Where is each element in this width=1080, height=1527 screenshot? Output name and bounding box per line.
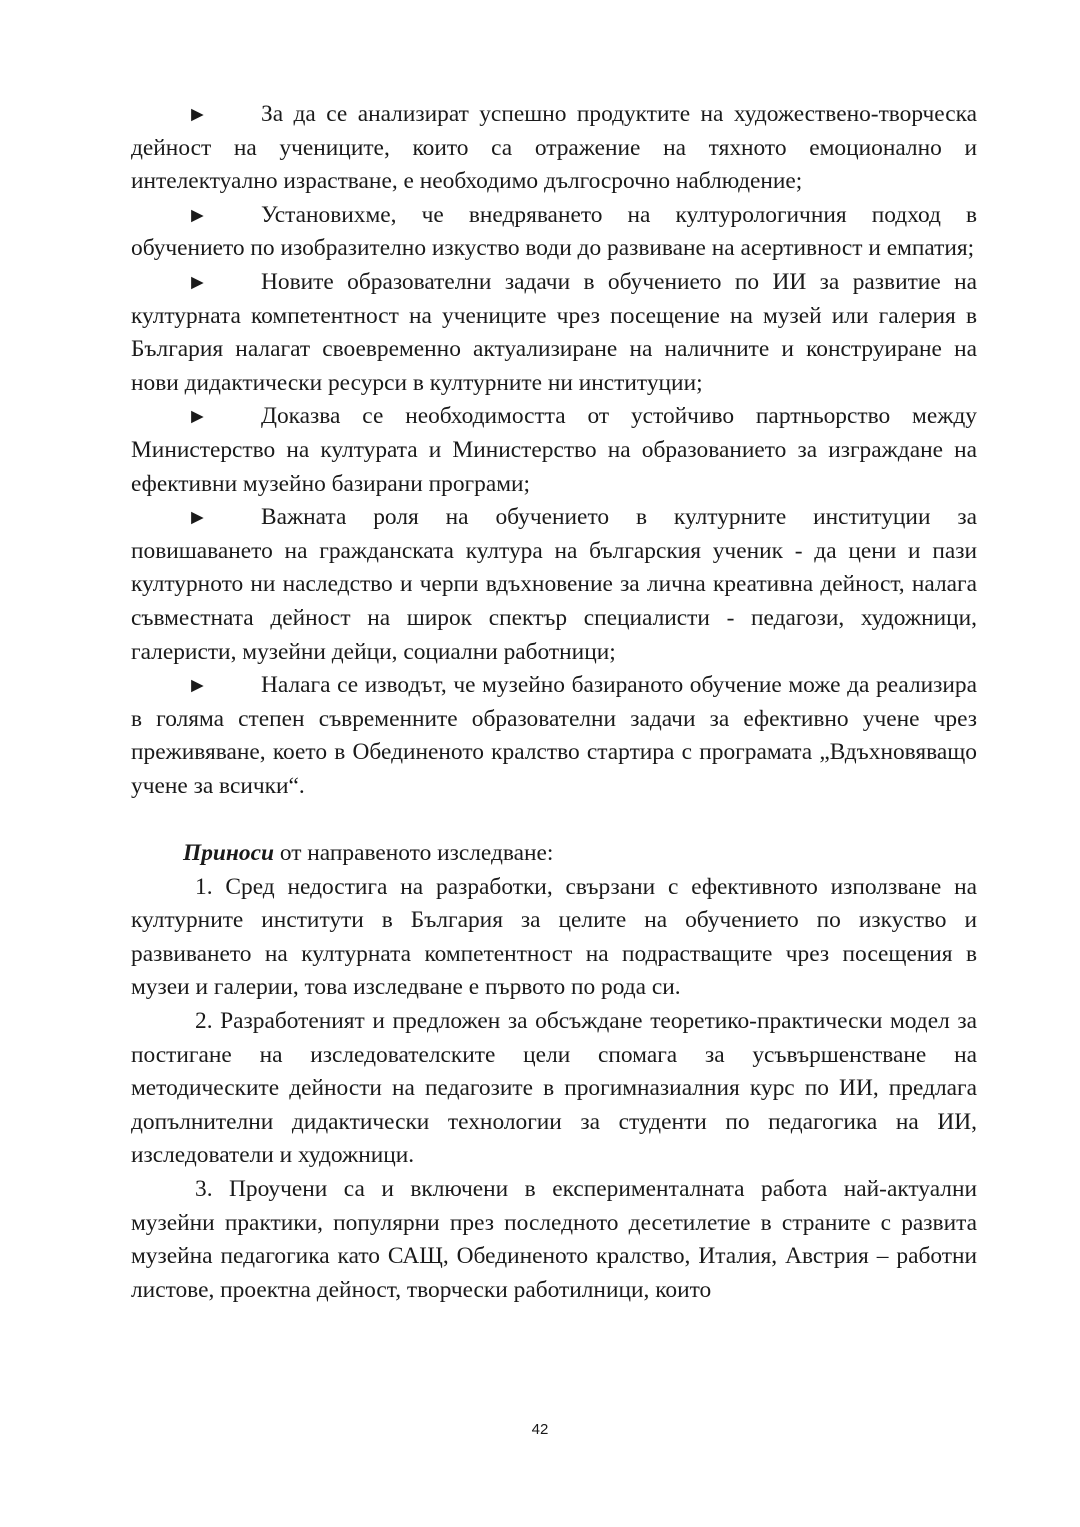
bullet-paragraph — [131, 501, 977, 669]
bullet-text: Новите образователни задачи в обучението по ИИ за развитие на културната компетентност на учениците чрез посещение на музей или галерия в България налагат своевременно актуализиране на наличните и конструиране на нови дидактически ресурси в културните ни институции; — [131, 268, 977, 396]
bullet-text: Доказва се необходимостта от устойчиво партньорство между Министерство на културата и Министерство на образованието за изграждане на ефективни музейно базирани програми; — [131, 403, 977, 497]
contribution-item: 2. Разработеният и предложен за обсъждане теоретико-практически модел за постигане на изследователските цели спомага за усъвършенстване на методическите дейности на педагозите в прогимназиалния курс по ИИ, предлага допълнителни дидактически технологии за студенти по педагогика на ИИ, изследователи и художници. — [131, 1008, 977, 1169]
bullet-text: Важната роля на обучението в културните институции за повишаването на гражданската култура на българския ученик - да цени и пази културното ни наследство и черпи вдъхновение за лична креативна дейност, налага съвместната дейност на широк спектър специалисти - педагози, художници, галеристи, музейни дейци, социални работници; — [131, 504, 977, 665]
bullet-text: За да се анализират успешно продуктите на художествено-творческа дейност на учениците, които са отражение на тяхното емоционално и интелектуално израстване, е необходимо дългосрочно наблюдение; — [131, 101, 977, 195]
bullet-paragraph — [131, 266, 977, 400]
contribution-item: 1. Сред недостига на разработки, свързани с ефективното използване на културните институти в България за целите на обучението по изкуство и развиването на културната компетентност на подрастващите чрез посещения в музеи и галерии, това изследване е първото по рода си. — [131, 873, 977, 1001]
bullet-arrow-icon: ► — [187, 269, 208, 294]
bullet-arrow-icon: ► — [187, 505, 208, 530]
paragraph-spacer — [131, 803, 977, 837]
contributions-heading — [131, 837, 977, 871]
bullet-arrow-icon: ► — [187, 102, 208, 126]
bullet-paragraph — [131, 669, 977, 803]
bullet-arrow-icon: ► — [187, 202, 208, 227]
page-number: 42 — [531, 1421, 549, 1438]
bullet-paragraph — [131, 199, 977, 266]
bullet-paragraph — [131, 98, 977, 199]
bullet-arrow-icon: ► — [187, 404, 208, 429]
bullet-paragraph — [131, 400, 977, 501]
contributions-heading-bold: Приноси — [183, 840, 274, 867]
contribution-item: 3. Проучени са и включени в експерименталната работа най-актуални музейни практики, популярни през последното десетилетие в страните с развита музейна педагогика като САЩ, Обединеното кралство, Италия, Австрия – работни листове, проектна дейност, творчески работилници, които — [131, 1176, 977, 1303]
contributions-heading-rest: от направеното изследване: — [273, 840, 554, 867]
bullet-text: Установихме, че внедряването на културологичния подход в обучението по изобразително изкуство води до развиване на асертивност и емпатия; — [131, 201, 977, 262]
document-body — [131, 98, 977, 1307]
bullet-text: Налага се изводът, че музейно базираното обучение може да реализира в голяма степен съвременните образователни задачи за ефективно учене чрез преживяване, което в Обединеното кралство стартира с програмата „Вдъхновяващо учене за всички“. — [131, 672, 977, 799]
bullet-arrow-icon: ► — [187, 673, 208, 698]
